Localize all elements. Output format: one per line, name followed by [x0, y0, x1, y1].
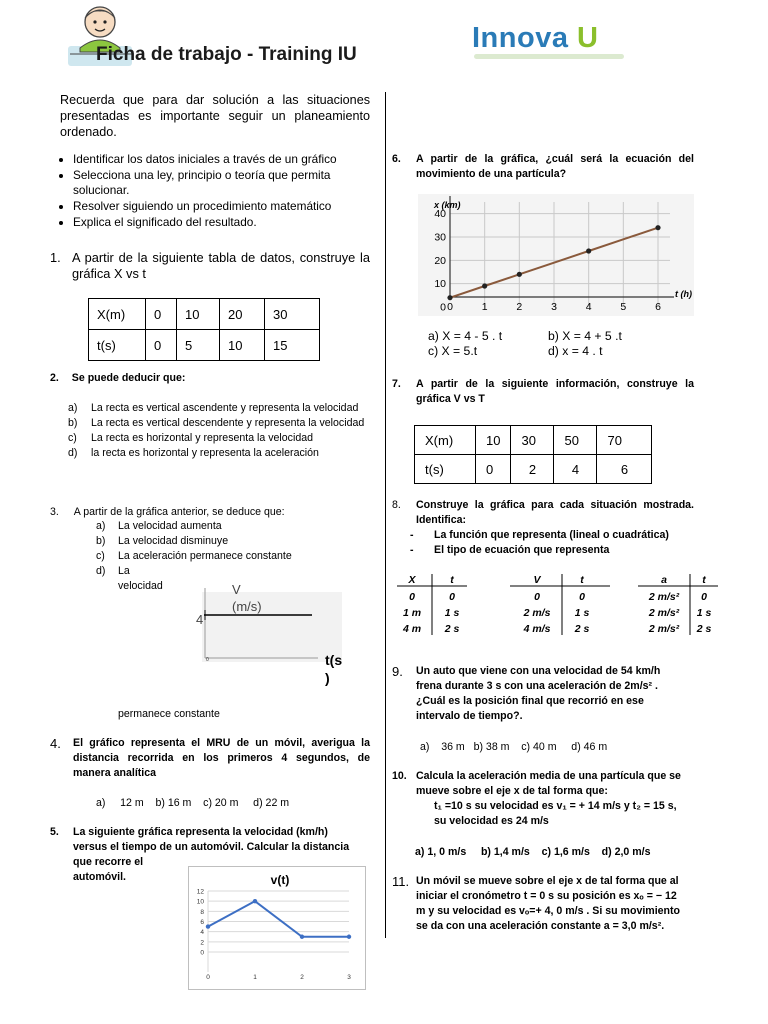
- table-header: X: [408, 574, 416, 586]
- list-item: El tipo de ecuación que representa: [434, 544, 610, 556]
- table-cell: 4 m: [402, 623, 422, 635]
- question-number: 9.: [392, 664, 403, 679]
- y-tick-label: 40: [434, 208, 446, 221]
- q10-options: a) 1, 0 m/s b) 1,4 m/s c) 1,6 m/s d) 2,0 m/s: [415, 846, 651, 858]
- table-cell: 0: [701, 591, 707, 603]
- y-tick-label: 8: [200, 908, 204, 916]
- table-cell: 4 m/s: [523, 623, 551, 635]
- q2-options: [68, 401, 370, 461]
- y-tick-label: 2: [200, 939, 204, 947]
- question-line: La siguiente gráfica representa la velocidad (km/h): [73, 826, 328, 838]
- y-tick-label: 10: [196, 898, 204, 906]
- table-cell: 10: [220, 330, 265, 361]
- table-cell: 70: [597, 426, 652, 455]
- table-header: t: [702, 574, 706, 586]
- option-a: a) La velocidad aumenta: [96, 520, 222, 532]
- table-cell: 10: [476, 426, 511, 455]
- question-number: 1.: [50, 250, 61, 265]
- q3-option-d-continued: velocidad: [118, 580, 163, 592]
- q6-options: [428, 329, 668, 359]
- table-row: [415, 426, 652, 455]
- table-header: a: [661, 574, 667, 586]
- question-text: A partir de la gráfica anterior, se deduce que:: [73, 506, 285, 518]
- question-number: 7.: [392, 378, 401, 390]
- question-line: ¿Cuál es la posición final que recorrió en ese: [416, 695, 644, 707]
- option-c: c) X = 5.t: [428, 344, 478, 358]
- x-axis-label-cont: ): [325, 670, 330, 686]
- y-tick-label: 0: [200, 949, 204, 957]
- x-tick-label: 3: [347, 974, 351, 981]
- table-cell: 0: [476, 455, 511, 484]
- x-tick-label: 1: [253, 974, 257, 981]
- data-point: [300, 935, 304, 939]
- data-point: [347, 935, 351, 939]
- question-line: versus el tiempo de un automóvil. Calcular la distancia: [73, 841, 350, 853]
- y-axis-label: x (km): [434, 200, 461, 210]
- bullet-item: • Identificar los datos iniciales a través de un gráfico: [73, 152, 383, 167]
- question-text: Se puede deducir que:: [71, 372, 186, 384]
- origin-label: 0: [206, 657, 209, 663]
- table-cell: t(s): [89, 330, 146, 361]
- table-cell: 2 m/s²: [648, 623, 680, 635]
- question-text: A partir de la siguiente tabla de datos, construye la gráfica X vs t: [72, 250, 370, 281]
- question-number: 3.: [50, 506, 59, 518]
- option-b: b) X = 4 + 5 .t: [548, 329, 622, 343]
- option-b: b) La velocidad disminuye: [96, 535, 229, 547]
- q6-position-chart: [418, 194, 694, 316]
- table-cell: 0: [534, 591, 540, 603]
- x-axis-label: t(s: [325, 652, 343, 668]
- chart-title: v(t): [270, 873, 290, 887]
- option-a: a) X = 4 - 5 . t: [428, 329, 503, 343]
- data-point: [447, 295, 452, 300]
- table-cell: 0: [409, 591, 415, 603]
- column-divider: [385, 92, 386, 938]
- x-tick-label: 6: [655, 301, 661, 313]
- question-number: 11.: [392, 874, 410, 889]
- question-number: 6.: [392, 153, 401, 165]
- innova-u-logo: Innova U: [472, 22, 599, 54]
- table-cell: 20: [220, 299, 265, 330]
- table-cell: X(m): [415, 426, 476, 455]
- table-cell: 6: [597, 455, 652, 484]
- question-line: se da con una aceleración constante a = 3,0 m/s².: [416, 920, 665, 932]
- question-number: 2.: [50, 372, 59, 384]
- y-tick-label: 10: [434, 278, 446, 291]
- table-cell: 30: [511, 426, 554, 455]
- question-line: Calcula la aceleración media de una partícula que se: [416, 770, 681, 782]
- y-tick-label: 4: [200, 929, 204, 937]
- y-tick-label: 12: [196, 888, 204, 896]
- option-c: c) La recta es horizontal y representa la velocidad: [68, 432, 314, 444]
- question-number: 5.: [50, 826, 59, 838]
- option-b: b) La recta es vertical descendente y representa la velocidad: [68, 417, 365, 429]
- table-cell: 1 s: [444, 607, 460, 619]
- q1-data-table: [88, 298, 320, 361]
- option-d: d) La: [96, 565, 130, 577]
- question-11: [392, 874, 694, 934]
- question-10: [392, 769, 694, 829]
- option-d: d) x = 4 . t: [548, 344, 603, 358]
- logo-underline: [474, 54, 624, 59]
- question-line: automóvil.: [73, 871, 126, 883]
- question-line: Un móvil se mueve sobre el eje x de tal forma que al: [416, 875, 679, 887]
- question-line: Un auto que viene con una velocidad de 54 km/h: [416, 665, 661, 677]
- y-tick-label: 30: [434, 231, 446, 244]
- table-cell: t(s): [415, 455, 476, 484]
- mini-table-velocity: [510, 574, 610, 635]
- data-point: [253, 899, 257, 903]
- table-cell: 0: [146, 299, 177, 330]
- y-axis-unit: (m/s): [232, 599, 262, 614]
- mini-table-acceleration: [638, 574, 718, 635]
- q3-velocity-graph: [190, 580, 360, 692]
- question-line: frena durante 3 s con una aceleración de 2m/s² .: [416, 680, 658, 692]
- q8-items: - La función que representa (lineal o cuadrática) - El tipo de ecuación que representa: [410, 529, 669, 556]
- x-tick-label: 5: [620, 301, 627, 313]
- data-point: [206, 924, 210, 928]
- x-tick-label: 3: [551, 301, 557, 313]
- x-axis-label: t (h): [675, 289, 692, 299]
- table-cell: 0: [579, 591, 585, 603]
- question-text: El gráfico representa el MRU de un móvil, averigua la distancia recorrida en los primeros 4 segundos, de manera analítica: [73, 737, 370, 779]
- value-label: 4: [196, 612, 204, 627]
- x-tick-label: 2: [300, 974, 304, 981]
- question-text: Construye la gráfica para cada situación mostrada. Identifica:: [416, 499, 694, 526]
- table-row: [415, 455, 652, 484]
- question-text: A partir de la gráfica, ¿cuál será la ecuación del movimiento de una partícula?: [416, 153, 694, 180]
- bullet-item: • Explica el significado del resultado.: [73, 215, 383, 230]
- data-point: [655, 225, 660, 230]
- q9-options: a) 36 m b) 38 m c) 40 m d) 46 m: [420, 741, 608, 753]
- table-cell: 2 m/s²: [648, 607, 680, 619]
- table-cell: 2 s: [444, 623, 460, 635]
- y-tick-label: 0: [440, 301, 446, 314]
- table-header: V: [533, 574, 541, 586]
- table-cell: 1 s: [696, 607, 712, 619]
- y-tick-label: 20: [434, 254, 446, 267]
- table-cell: X(m): [89, 299, 146, 330]
- question-9: [392, 664, 694, 724]
- y-tick-label: 6: [200, 919, 204, 926]
- table-cell: 0: [449, 591, 455, 603]
- table-cell: 10: [177, 299, 220, 330]
- table-cell: 50: [554, 426, 597, 455]
- table-cell: 30: [265, 299, 320, 330]
- q7-data-table: [414, 425, 652, 484]
- x-tick-label: 0: [447, 301, 453, 313]
- question-line: mueve sobre el eje x de tal forma que:: [416, 785, 608, 797]
- table-cell: 4: [554, 455, 597, 484]
- bullet-item: • Resolver siguiendo un procedimiento matemático: [73, 199, 383, 214]
- table-header: t: [450, 574, 454, 586]
- table-row: [89, 299, 320, 330]
- question-6: [392, 152, 694, 182]
- table-row: [89, 330, 320, 361]
- page-title: Ficha de trabajo - Training IU: [96, 44, 357, 65]
- data-point: [482, 283, 487, 288]
- question-2: [50, 371, 370, 386]
- x-tick-label: 2: [516, 301, 523, 313]
- question-line: iniciar el cronómetro t = 0 s su posición es xₒ = − 12: [416, 890, 677, 902]
- q3-option-d-tail: permanece constante: [118, 708, 220, 720]
- table-cell: 2 s: [574, 623, 590, 635]
- question-7: [392, 377, 694, 407]
- bullet-item: • Selecciona una ley, principio o teoría que permita solucionar.: [73, 168, 383, 198]
- data-point: [517, 272, 522, 277]
- question-line: t₁ =10 s su velocidad es v₁ = + 14 m/s y t₂ = 15 s,: [434, 800, 677, 812]
- option-d: d) la recta es horizontal y representa la aceleración: [68, 447, 319, 459]
- option-c: c) La aceleración permanece constante: [96, 550, 292, 562]
- table-cell: 2: [511, 455, 554, 484]
- table-cell: 15: [265, 330, 320, 361]
- table-header: t: [580, 574, 584, 586]
- question-line: su velocidad es 24 m/s: [434, 815, 549, 827]
- q5-velocity-chart: [188, 866, 366, 990]
- question-line: intervalo de tiempo?.: [416, 710, 523, 722]
- question-3: [50, 505, 370, 520]
- y-axis-label: V: [232, 582, 241, 597]
- intro-bullet-list: [56, 152, 383, 231]
- question-1: [50, 250, 370, 282]
- data-point: [586, 248, 591, 253]
- question-number: 8.: [392, 499, 401, 511]
- x-tick-label: 1: [481, 301, 488, 313]
- table-cell: 0: [146, 330, 177, 361]
- question-text: A partir de la siguiente información, construye la gráfica V vs T: [416, 378, 694, 405]
- question-line: que recorre el: [73, 856, 144, 868]
- mini-table-position: [397, 574, 467, 635]
- list-item: La función que representa (lineal o cuadrática): [434, 529, 669, 541]
- table-cell: 1 m: [402, 607, 422, 619]
- intro-paragraph: Recuerda que para dar solución a las situaciones presentadas es importante seguir un planeamiento ordenado.: [60, 93, 370, 139]
- q4-options: a) 12 m b) 16 m c) 20 m d) 22 m: [96, 797, 290, 809]
- table-cell: 5: [177, 330, 220, 361]
- table-cell: 2 s: [696, 623, 712, 635]
- question-4: [50, 736, 370, 781]
- question-line: m y su velocidad es vₒ=+ 4, 0 m/s . Si su movimiento: [416, 905, 681, 917]
- x-tick-label: 0: [206, 974, 210, 981]
- table-cell: 2 m/s²: [648, 591, 680, 603]
- x-tick-label: 4: [585, 301, 592, 313]
- table-cell: 2 m/s: [523, 607, 551, 619]
- option-a: a) La recta es vertical ascendente y representa la velocidad: [68, 402, 359, 414]
- q3-options: [96, 519, 356, 579]
- q8-mini-tables: [392, 572, 722, 638]
- question-8: [392, 498, 694, 528]
- question-number: 10.: [392, 770, 407, 782]
- question-number: 4.: [50, 736, 61, 751]
- table-cell: 1 s: [574, 607, 590, 619]
